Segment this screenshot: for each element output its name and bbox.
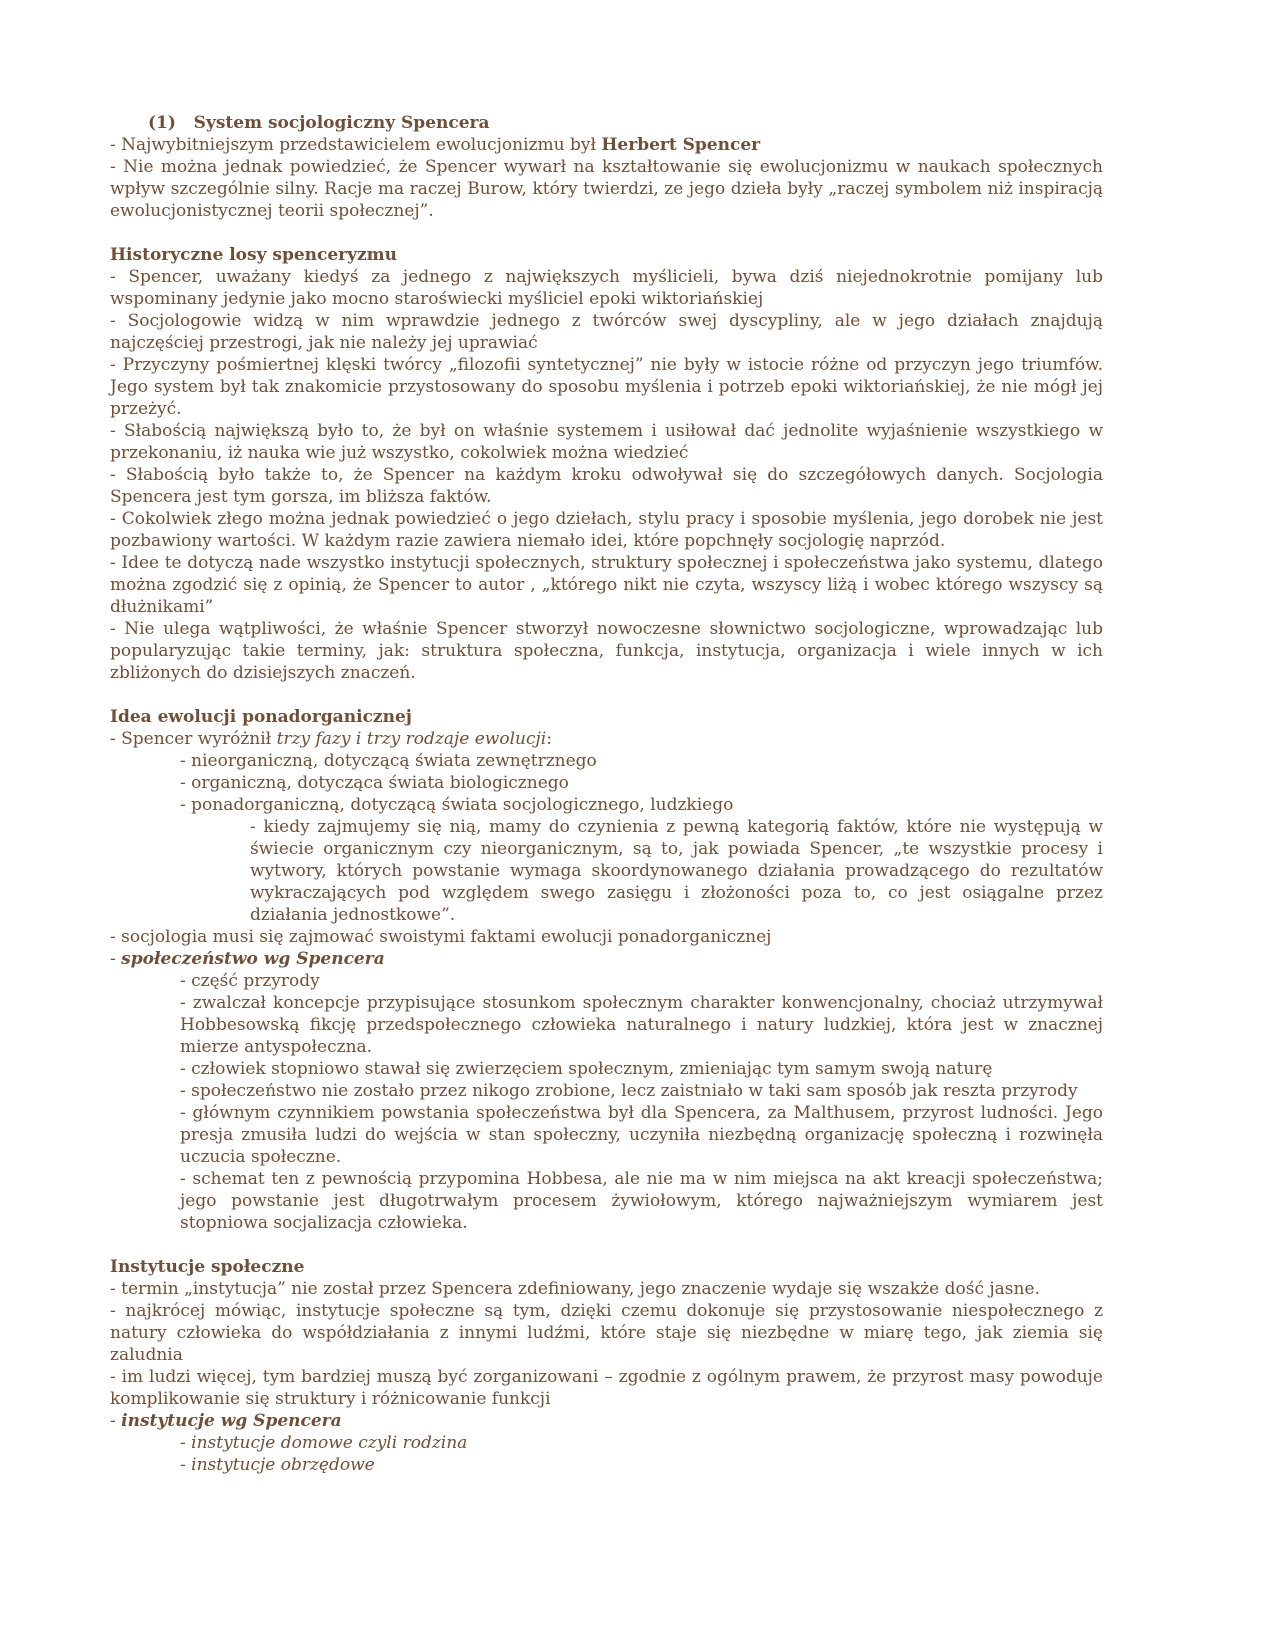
text-run: - społeczeństwo nie zostało przez nikogo zrobione, lecz zaistniało w taki sam sposób jak reszta przyrody — [180, 1081, 1078, 1101]
section-heading — [110, 1256, 1103, 1278]
text-run: - Idee te dotyczą nade wszystko instytucji społecznych, struktury społecznej i społeczeństwa jako systemu, dlatego można zgodzić się z opinią, że Spencer to autor , „którego nikt nie czyta, wszyscy liżą i wobec którego wszyscy są dłużnikami” — [110, 553, 1103, 617]
text-run: - Spencer wyróżnił — [110, 729, 277, 749]
paragraph — [110, 1454, 1103, 1476]
text-run: - instytucje obrzędowe — [180, 1455, 375, 1475]
section-heading — [110, 244, 1103, 266]
paragraph — [110, 1080, 1103, 1102]
text-run: (1) System socjologiczny Spencera — [148, 113, 490, 133]
paragraph — [110, 926, 1103, 948]
text-run: - termin „instytucja” nie został przez Spencera zdefiniowany, jego znaczenie wydaje się wszakże dość jasne. — [110, 1279, 1040, 1299]
text-run: - — [110, 1411, 122, 1431]
paragraph — [110, 266, 1103, 310]
paragraph — [110, 310, 1103, 354]
text-run: Herbert Spencer — [601, 135, 761, 155]
paragraph — [110, 464, 1103, 508]
text-run: - Słabością było także to, że Spencer na każdym kroku odwoływał się do szczegółowych danych. Socjologia Spencera jest tym gorsza, im bliższa faktów. — [110, 465, 1103, 507]
paragraph — [110, 1410, 1103, 1432]
paragraph — [110, 1432, 1103, 1454]
section-heading — [110, 706, 1103, 728]
paragraph — [110, 794, 1103, 816]
paragraph — [110, 354, 1103, 420]
paragraph — [110, 508, 1103, 552]
document-content — [110, 112, 1103, 1476]
text-run: - organiczną, dotycząca świata biologicznego — [180, 773, 569, 793]
paragraph — [110, 1168, 1103, 1234]
text-run: - nieorganiczną, dotyczącą świata zewnętrznego — [180, 751, 597, 771]
text-run: - Socjologowie widzą w nim wprawdzie jednego z twórców swej dyscypliny, ale w jego działach znajdują najczęściej przestrogi, jak nie należy jej uprawiać — [110, 311, 1103, 353]
text-run: - socjologia musi się zajmować swoistymi faktami ewolucji ponadorganicznej — [110, 927, 772, 947]
text-run: - Najwybitniejszym przedstawicielem ewolucjonizmu był — [110, 135, 602, 155]
paragraph — [110, 1058, 1103, 1080]
text-run: - kiedy zajmujemy się nią, mamy do czynienia z pewną kategorią faktów, które nie występują w świecie organicznym czy nieorganicznym, są to, jak powiada Spencer, „te wszystkie procesy i wytwory, których powstanie wymaga skoordynowanego działania prowadzącego do rezultatów wykraczających pod względem swego zasięgu i złożoności poza to, co jest osiągalne przez działania jednostkowe”. — [250, 817, 1103, 925]
text-run: - zwalczał koncepcje przypisujące stosunkom społecznym charakter konwencjonalny, chociaż utrzymywał Hobbesowską fikcję przedspołecznego człowieka naturalnego i natury ludzkiej, która jest w znacznej mierze antyspołeczna. — [180, 993, 1103, 1057]
paragraph — [110, 134, 1103, 156]
text-run: - im ludzi więcej, tym bardziej muszą być zorganizowani – zgodnie z ogólnym prawem, że przyrost masy powoduje komplikowanie się struktury i różnicowanie funkcji — [110, 1367, 1103, 1409]
text-run: Instytucje społeczne — [110, 1257, 305, 1277]
text-run: - — [110, 949, 122, 969]
text-run: - Przyczyny pośmiertnej klęski twórcy „filozofii syntetycznej” nie były w istocie różne od przyczyn jego triumfów. Jego system był tak znakomicie przystosowany do sposobu myślenia i potrzeb epoki wiktoriańskiej, że nie mógł jej przeżyć. — [110, 355, 1103, 419]
text-run: - Cokolwiek złego można jednak powiedzieć o jego dziełach, stylu pracy i sposobie myślenia, jego dorobek nie jest pozbawiony wartości. W każdym razie zawiera niemało idei, które popchnęły socjologię naprzód. — [110, 509, 1103, 551]
text-run: - Słabością największą było to, że był on właśnie systemem i usiłował dać jednolite wyjaśnienie wszystkiego w przekonaniu, iż nauka wie już wszystko, cokolwiek można wiedzieć — [110, 421, 1103, 463]
text-run: - człowiek stopniowo stawał się zwierzęciem społecznym, zmieniając tym samym swoją naturę — [180, 1059, 993, 1079]
text-run: - Nie można jednak powiedzieć, że Spencer wywarł na kształtowanie się ewolucjonizmu w naukach społecznych wpływ szczególnie silny. Racje ma raczej Burow, który twierdzi, ze jego dzieła były „raczej symbolem niż inspiracją ewolucjonistycznej teorii społecznej”. — [110, 157, 1103, 221]
paragraph — [110, 948, 1103, 970]
paragraph — [110, 1300, 1103, 1366]
paragraph — [110, 1278, 1103, 1300]
paragraph — [110, 728, 1103, 750]
text-run: Idea ewolucji ponadorganicznej — [110, 707, 412, 727]
paragraph — [110, 750, 1103, 772]
text-run: instytucje wg Spencera — [121, 1411, 342, 1431]
text-run: - Spencer, uważany kiedyś za jednego z największych myślicieli, bywa dziś niejednokrotnie pomijany lub wspominany jedynie jako mocno staroświecki myśliciel epoki wiktoriańskiej — [110, 267, 1103, 309]
text-run: Historyczne losy spenceryzmu — [110, 245, 398, 265]
section-heading — [110, 112, 1103, 134]
paragraph — [110, 816, 1103, 926]
paragraph — [110, 970, 1103, 992]
text-run: - głównym czynnikiem powstania społeczeństwa był dla Spencera, za Malthusem, przyrost ludności. Jego presja zmusiła ludzi do wejścia w stan społeczny, uczyniła niezbędną organizację społeczną i rozwinęła uczucia społeczne. — [180, 1103, 1103, 1167]
text-run: - najkrócej mówiąc, instytucje społeczne są tym, dzięki czemu dokonuje się przystosowanie niespołecznego z natury człowieka do współdziałania z innymi ludźmi, które staje się niezbędne w miarę tego, jak ziemia się zaludnia — [110, 1301, 1103, 1365]
text-run: - schemat ten z pewnością przypomina Hobbesa, ale nie ma w nim miejsca na akt kreacji społeczeństwa; jego powstanie jest długotrwałym procesem żywiołowym, którego najważniejszym wymiarem jest stopniowa socjalizacja człowieka. — [180, 1169, 1103, 1233]
paragraph — [110, 552, 1103, 618]
paragraph — [110, 1366, 1103, 1410]
paragraph — [110, 772, 1103, 794]
text-run: - ponadorganiczną, dotyczącą świata socjologicznego, ludzkiego — [180, 795, 734, 815]
paragraph — [110, 992, 1103, 1058]
text-run: - instytucje domowe czyli rodzina — [180, 1433, 468, 1453]
text-run: - Nie ulega wątpliwości, że właśnie Spencer stworzył nowoczesne słownictwo socjologiczne, wprowadzając lub popularyzując takie terminy, jak: struktura społeczna, funkcja, instytucja, organizacja i wiele innych w ich zbliżonych do dzisiejszych znaczeń. — [110, 619, 1103, 683]
text-run: : — [546, 729, 552, 749]
paragraph — [110, 156, 1103, 222]
paragraph — [110, 1102, 1103, 1168]
text-run: społeczeństwo wg Spencera — [121, 949, 385, 969]
paragraph — [110, 618, 1103, 684]
text-run: trzy fazy i trzy rodzaje ewolucji — [276, 729, 547, 749]
text-run: - część przyrody — [180, 971, 320, 991]
paragraph — [110, 420, 1103, 464]
